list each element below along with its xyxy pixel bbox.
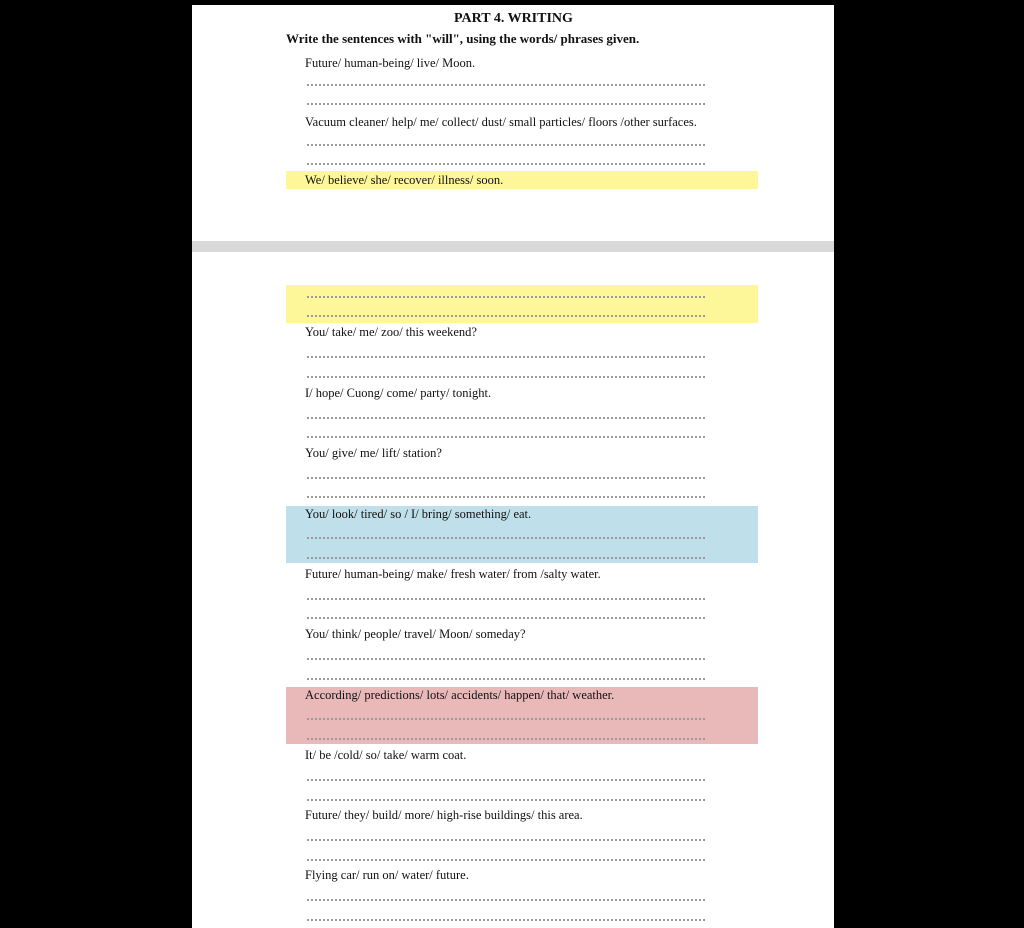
exercise-prompt-2: Vacuum cleaner/ help/ me/ collect/ dust/ small particles/ floors /other surfaces. <box>305 115 697 129</box>
page-separator <box>192 241 834 252</box>
answer-line <box>307 144 705 146</box>
answer-line <box>307 899 705 901</box>
answer-line <box>307 315 705 317</box>
highlight-yellow <box>286 285 758 323</box>
answer-line <box>307 678 705 680</box>
exercise-prompt-7: You/ look/ tired/ so / I/ bring/ something/ eat. <box>305 507 532 521</box>
answer-line <box>307 356 705 358</box>
answer-line <box>307 718 705 720</box>
answer-line <box>307 658 705 660</box>
answer-line <box>307 557 705 559</box>
worksheet-page-2 <box>192 252 834 928</box>
exercise-prompt-8: Future/ human-being/ make/ fresh water/ from /salty water. <box>305 567 601 581</box>
exercise-prompt-4: You/ take/ me/ zoo/ this weekend? <box>305 325 477 339</box>
answer-line <box>307 919 705 921</box>
answer-line <box>307 477 705 479</box>
exercise-prompt-1: Future/ human-being/ live/ Moon. <box>305 56 476 70</box>
exercise-prompt-3: We/ believe/ she/ recover/ illness/ soon. <box>305 173 504 187</box>
page-title: PART 4. WRITING <box>454 11 573 26</box>
answer-line <box>307 859 705 861</box>
answer-line <box>307 296 705 298</box>
answer-line <box>307 738 705 740</box>
exercise-prompt-12: Future/ they/ build/ more/ high-rise buildings/ this area. <box>305 808 583 822</box>
answer-line <box>307 799 705 801</box>
answer-line <box>307 779 705 781</box>
worksheet-page-1 <box>192 5 834 241</box>
exercise-prompt-6: You/ give/ me/ lift/ station? <box>305 446 442 460</box>
exercise-prompt-10: According/ predictions/ lots/ accidents/ happen/ that/ weather. <box>305 688 615 702</box>
answer-line <box>307 417 705 419</box>
exercise-prompt-5: I/ hope/ Cuong/ come/ party/ tonight. <box>305 386 492 400</box>
answer-line <box>307 537 705 539</box>
answer-line <box>307 617 705 619</box>
answer-line <box>307 496 705 498</box>
exercise-prompt-11: It/ be /cold/ so/ take/ warm coat. <box>305 748 467 762</box>
answer-line <box>307 436 705 438</box>
answer-line <box>307 376 705 378</box>
answer-line <box>307 839 705 841</box>
answer-line <box>307 598 705 600</box>
instruction-text: Write the sentences with "will", using the words/ phrases given. <box>286 31 640 46</box>
exercise-prompt-13: Flying car/ run on/ water/ future. <box>305 868 469 882</box>
answer-line <box>307 103 705 105</box>
exercise-prompt-9: You/ think/ people/ travel/ Moon/ someday? <box>305 627 526 641</box>
answer-line <box>307 84 705 86</box>
answer-line <box>307 163 705 165</box>
